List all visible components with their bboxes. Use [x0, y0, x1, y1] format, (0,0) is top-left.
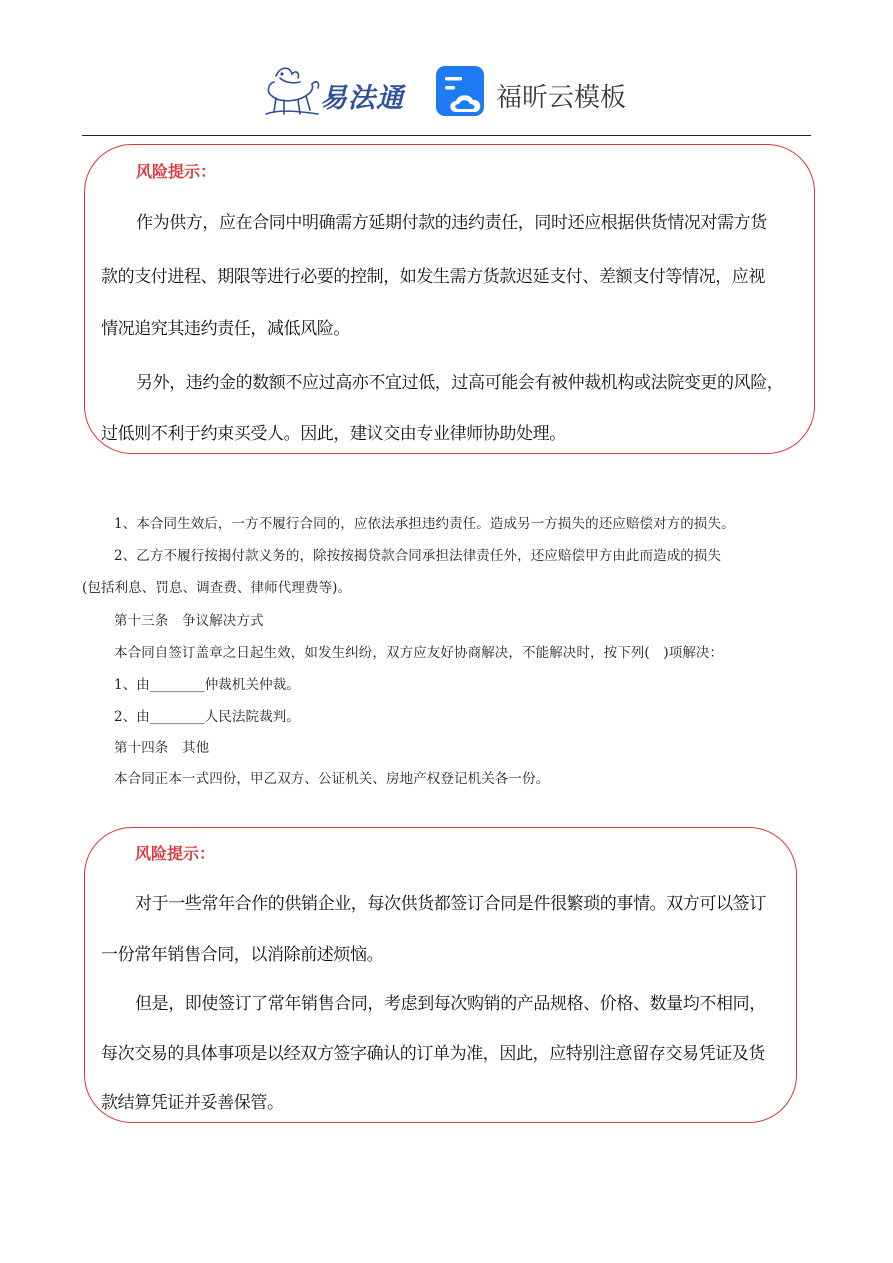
contract-clause-line: 1、由________仲裁机关仲裁。	[114, 677, 300, 693]
risk-tip-line: 款的支付进程、期限等进行必要的控制，如发生需方货款迟延支付、差额支付等情况，应视	[101, 267, 765, 287]
contract-clause-line: 本合同正本一式四份，甲乙双方、公证机关、房地产权登记机关各一份。	[114, 771, 550, 787]
risk-tip-box-2	[84, 827, 797, 1123]
risk-tip-line: 款结算凭证并妥善保管。	[101, 1093, 284, 1113]
header-divider	[82, 135, 811, 136]
page-header	[0, 56, 893, 128]
yifatong-logo	[262, 62, 414, 120]
risk-tip-line: 但是，即使签订了常年销售合同，考虑到每次购销的产品规格、价格、数量均不相同，	[135, 994, 766, 1014]
section-heading: 第十四条 其他	[114, 740, 210, 756]
contract-clause-line: 本合同自签订盖章之日起生效，如发生纠纷，双方应友好协商解决，不能解决时，按下列( )项解决：	[114, 645, 724, 661]
qilin-emblem-icon	[262, 62, 322, 120]
contract-clause-line: 1、本合同生效后，一方不履行合同的，应依法承担违约责任。造成另一方损失的还应赔偿对方的损失。	[114, 516, 735, 532]
risk-tip-line: 每次交易的具体事项是以经双方签字确认的订单为准，因此，应特别注意留存交易凭证及货	[101, 1044, 765, 1064]
contract-clause-line: 2、由________人民法院裁判。	[114, 709, 300, 725]
yifatong-logo-text: 易法通	[320, 83, 404, 114]
contract-clause-line: (包括利息、罚息、调查费、律师代理费等)。	[82, 580, 352, 596]
foxit-cloud-template-logo	[436, 64, 636, 120]
risk-tip-line: 另外，违约金的数额不应过高亦不宜过低，过高可能会有被仲裁机构或法院变更的风险，	[136, 373, 784, 393]
risk-tip-title: 风险提示：	[136, 162, 217, 181]
cloud-document-icon	[436, 64, 488, 118]
contract-clause-line: 2、乙方不履行按揭付款义务的，除按按揭贷款合同承担法律责任外，还应赔偿甲方由此而造成的损失	[114, 548, 722, 564]
section-heading: 第十三条 争议解决方式	[114, 613, 264, 629]
risk-tip-line: 情况追究其违约责任，减低风险。	[101, 319, 350, 339]
risk-tip-title: 风险提示：	[135, 844, 216, 863]
risk-tip-box-1	[84, 144, 815, 454]
risk-tip-line: 对于一些常年合作的供销企业，每次供货都签订合同是件很繁琐的事情。双方可以签订	[135, 894, 766, 914]
risk-tip-line: 过低则不利于约束买受人。因此，建议交由专业律师协助处理。	[101, 424, 566, 444]
risk-tip-line: 作为供方，应在合同中明确需方延期付款的违约责任，同时还应根据供货情况对需方货	[136, 213, 767, 233]
risk-tip-line: 一份常年销售合同，以消除前述烦恼。	[101, 945, 384, 965]
foxit-logo-text: 福昕云模板	[496, 83, 627, 113]
